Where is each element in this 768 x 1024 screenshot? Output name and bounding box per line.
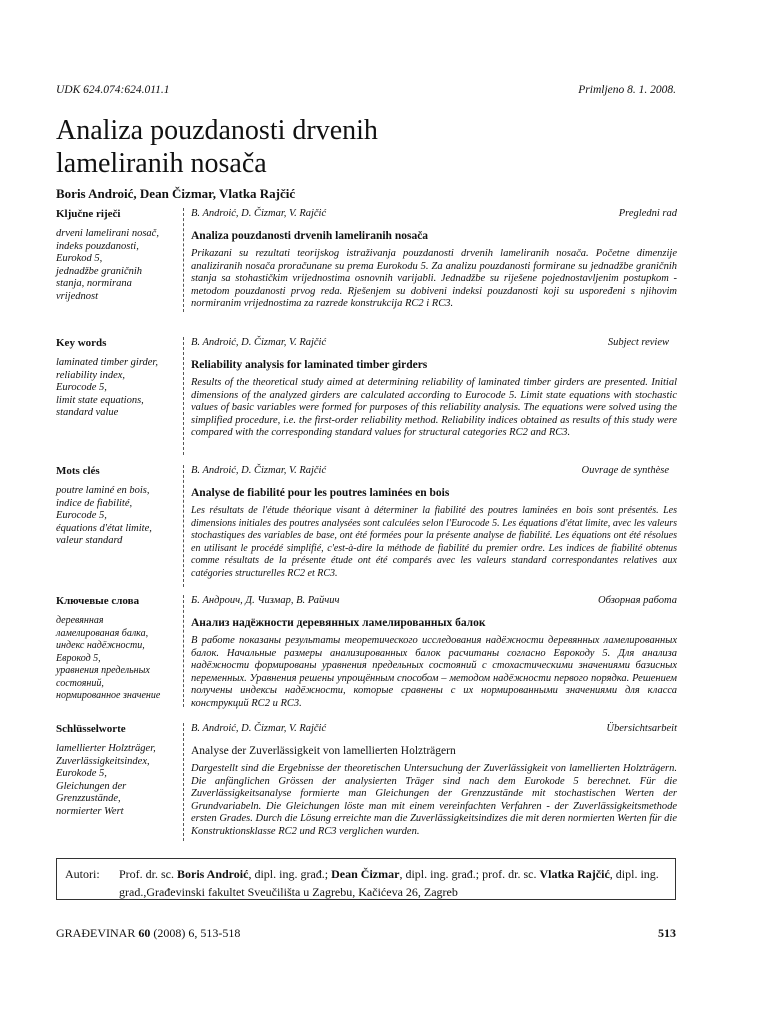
keywords-heading: Mots clés [56,465,100,477]
abstract-column [191,723,677,839]
author-name: Vlatka Rajčić [539,867,610,881]
affiliation-text: Prof. dr. sc. [119,867,177,881]
keyword: standard value [56,407,119,418]
keyword: Eurokod 5, [56,253,103,264]
keyword: нормированное значение [56,690,161,701]
keyword: Eurocode 5, [56,382,107,393]
authors-affiliation-box [56,858,676,900]
abstract-text: Results of the theoretical study aimed at determining reliability of laminated timber girders are presented. Initial dimensions of the analyzed girders are calculated according to Eurocode 5. Limit state equations with stochastic values of basic variables were formed for purposes of this reliability analysis. The equations were solved using the simplified procedure, i.e. the first-order reliability method. Reliability indices obtained as results of this study were compared with the corresponding standard values for structural categories RC2 and RC3. [191,377,677,439]
keyword: laminated timber girder, [56,357,158,368]
abstract-text: В работе показаны результаты теоретического исследования надёжности деревянных ламелированных балок. Начальные размеры анализированных балок расчитаны согласно Еврокоду 5. Для анализа надёжности формированы уравнения предельных состояний с стохастическими значениями базисных переменных. Уравнения решены упрощённым способом – методом надёжности первого порядка. Решением получены индексы надёжности, которые сравнены с их нормированными значениями для класса конструкций RC2 и RC3. [191,635,677,709]
meta-authors: B. Androić, D. Čizmar, V. Rajčić [191,465,327,476]
keyword: stanja, normirana [56,278,132,289]
keywords-heading: Ключевые слова [56,595,140,607]
journal-volume: 60 [138,926,151,940]
keywords-list [56,485,176,548]
article-type: Ouvrage de synthèse [581,465,669,476]
abstract-column [191,208,677,311]
abstract-column [191,337,677,440]
article-type: Обзорная работа [597,595,677,606]
meta-authors: B. Androić, D. Čizmar, V. Rajčić [191,723,327,734]
keywords-list [56,743,176,818]
column-divider [183,723,184,841]
keyword: indeks pouzdanosti, [56,240,139,252]
article-type: Pregledni rad [618,208,677,219]
author-list: Boris Androić, Dean Čizmar, Vlatka Rajčić [56,186,296,201]
meta-authors: B. Androić, D. Čizmar, V. Rajčić [191,208,327,219]
meta-line [191,723,677,737]
udk-code: UDK 624.074:624.011.1 [56,84,170,96]
authors-label: Autori: [65,867,100,881]
title-line-1: Analiza pouzdanosti drvenih [56,115,378,146]
keywords-column [56,208,176,303]
keyword: ламелированая балка, [56,627,149,639]
received-date: Primljeno 8. 1. 2008. [578,84,676,96]
keywords-heading: Key words [56,337,107,349]
meta-authors: Б. Андроич, Д. Чизмар, В. Райчич [191,595,340,606]
meta-line [191,337,677,351]
keyword: indice de fiabilité, [56,497,133,509]
keyword: équations d'état limite, [56,522,152,534]
abstract-title: Analiza pouzdanosti drvenih lameliranih nosača [191,230,429,242]
journal-issue: (2008) 6, 513-518 [150,926,241,940]
abstract-column [191,595,677,711]
keywords-heading: Schlüsselworte [56,723,126,735]
keyword: Eurokode 5, [56,768,107,779]
keywords-list [56,357,176,420]
affiliation-text: , dipl. ing. građ.; prof. dr. sc. [399,867,540,881]
keywords-column [56,465,176,548]
keyword: lamellierter Holzträger, [56,743,156,754]
keyword: Grenzzustände, [56,793,121,804]
affiliation-text: , dipl. ing. grad.,Građevinski fakultet Sveučilišta u Zagrebu, Kačićeva 26, Zagreb [119,867,659,899]
page-number: 513 [658,926,676,940]
keyword: Gleichungen der [56,780,127,792]
abstract-title: Reliability analysis for laminated timber girders [191,359,428,371]
column-divider [183,208,184,312]
keyword: состояний, [56,677,104,689]
meta-line [191,595,677,609]
keyword: reliability index, [56,369,126,381]
keywords-list [56,228,176,303]
column-divider [183,595,184,707]
author-name: Dean Čizmar [331,867,400,881]
paper-title [56,114,378,180]
keyword: Zuverlässigkeitsindex, [56,755,150,767]
title-line-2: lameliranih nosača [56,148,267,179]
journal-citation [56,926,240,940]
abstract-title: Analyse der Zuverlässigkeit von lamellierten Holzträgern [191,745,456,757]
column-divider [183,465,184,587]
article-type: Übersichtsarbeit [606,723,677,734]
keyword: Eurocode 5, [56,510,107,521]
keyword: уравнения предельных [56,665,150,676]
keyword: normierter Wert [56,805,124,817]
article-type: Subject review [607,337,669,348]
affiliation-text: , dipl. ing. građ.; [248,867,332,881]
keywords-list [56,615,176,703]
keyword: valeur standard [56,535,123,546]
keyword: Еврокод 5, [56,652,101,664]
abstract-title: Analyse de fiabilité pour les poutres laminées en bois [191,487,450,499]
meta-line [191,208,677,222]
meta-authors: B. Androić, D. Čizmar, V. Rajčić [191,337,327,348]
keywords-heading: Ključne riječi [56,208,121,220]
keywords-column [56,337,176,420]
abstract-text: Prikazani su rezultati teorijskog istraživanja pouzdanosti drvenih lameliranih nosača. Početne dimenzije analiziranih nosača proračunane su prema Eurokodu 5. Za analizu pouzdanosti formirane su jednadžbe graničnih stanja sa stohastičkim vrijednostima osnovnih varijabli. Jednadžbe su riješene pojednostavljenim postupkom - metodom pouzdanosti prvog reda. Rješenjem su dobiveni indeksi pouzdanosti koji su uspoređeni s njihovim normiranim vrijednostima za razrede konstrukcija RC2 i RC3. [191,248,677,310]
keyword: деревянная [56,615,104,626]
abstract-text: Dargestellt sind die Ergebnisse der theoretischen Untersuchung der Zuverlässigkeit von lamellierten Holzträgern. Die anfänglichen Grössen der analysierten Träger sind nach dem Eurokode 5 berechnet. Für die Zuverlässigkeitsanalyse formierte man Gleichungen der Grenzzustände mit stochastischen Werten der Grundvariabeln. Die Gleichungen löste man mit einem vereinfachten Verfahren - der Zuverlässigkeitsmethode ersten Grades. Durch die Lösung erreichte man die Zuverlässigkeitsindizes die mit deren normierten Werten für die Konstruktionsklasse RC2 und RC3 verglichen wurden. [191,763,677,837]
keywords-column [56,723,176,818]
keyword: drveni lamelirani nosač, [56,228,159,239]
author-name: Boris Androić [177,867,249,881]
abstract-title: Анализ надёжности деревянных ламелированных балок [191,617,486,629]
keyword: jednadžbe graničnih [56,265,143,277]
meta-line [191,465,677,479]
keyword: poutre laminé en bois, [56,485,150,496]
abstract-column [191,465,677,580]
keyword: индекс надёжности, [56,640,145,651]
keyword: limit state equations, [56,394,144,406]
page-footer [56,926,676,941]
authors-affiliation [119,865,669,901]
journal-name: GRAĐEVINAR [56,926,139,940]
keyword: vrijednost [56,290,98,302]
abstract-text: Les résultats de l'étude théorique visant à déterminer la fiabilité des poutres laminées en bois sont présentés. Les dimensions initiales des poutres analysées sont calculées selon l'Eurocode 5. Les équations d'état limite, avec les valeurs stochastiques des variables de base, ont été formées pour la présente analyse de fiabilité. Les équations ont été résolues en utilisant le procédé simplifié, c'est-à-dire la méthode de fiabilité du premier ordre. Les indices de fiabilité obtenus comme résultats de la présente étude ont été comparés avec les valeurs standard correspondantes relatives aux catégories structurelles RC2 et RC3. [191,505,677,579]
keywords-column [56,595,176,703]
column-divider [183,337,184,455]
